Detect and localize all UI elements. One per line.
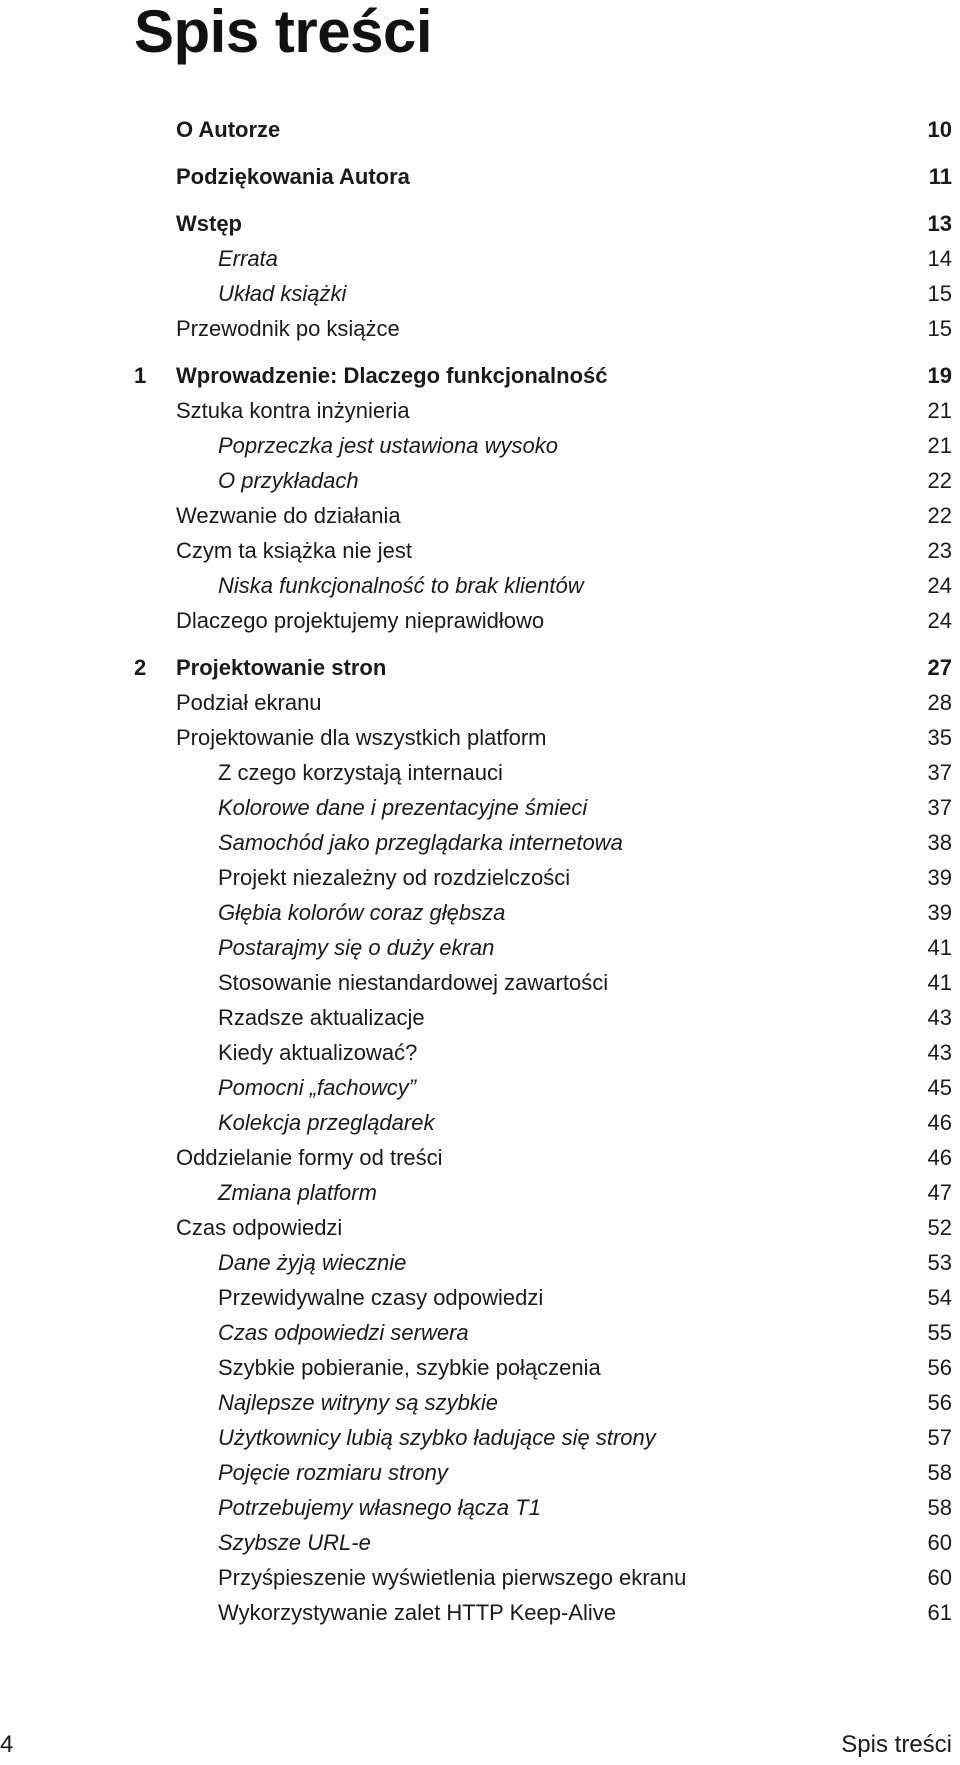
- toc-entry[interactable]: [134, 1525, 952, 1560]
- toc-page-number: 46: [927, 1110, 952, 1135]
- toc-entry[interactable]: [134, 720, 952, 755]
- toc-entry-title: Postarajmy się o duży ekran: [218, 935, 495, 960]
- toc-entry-title: Najlepsze witryny są szybkie: [218, 1390, 498, 1415]
- toc-entry-title: Przewodnik po książce: [176, 316, 400, 341]
- toc-entry-title: Podział ekranu: [176, 690, 322, 715]
- toc-entry[interactable]: [134, 498, 952, 533]
- toc-entry-title: Kolekcja przeglądarek: [218, 1110, 435, 1135]
- toc-entry-title: O przykładach: [218, 468, 359, 493]
- toc-page-number: 60: [927, 1565, 952, 1590]
- toc-entry-title: Zmiana platform: [218, 1180, 377, 1205]
- toc-page-number: 55: [927, 1320, 952, 1345]
- toc-entry[interactable]: [134, 1595, 952, 1630]
- toc-entry-title: Projektowanie stron: [176, 655, 387, 680]
- toc-entry-title: Errata: [218, 246, 278, 271]
- toc-entry-title: Oddzielanie formy od treści: [176, 1145, 443, 1170]
- toc-entry[interactable]: [134, 112, 952, 147]
- toc-entry-title: Dane żyją wiecznie: [218, 1250, 407, 1275]
- toc-entry[interactable]: [134, 930, 952, 965]
- page-footer: [0, 1730, 952, 1760]
- toc-page-number: 39: [927, 900, 952, 925]
- toc-entry[interactable]: [134, 241, 952, 276]
- toc-page-number: 45: [927, 1075, 952, 1100]
- toc-page-number: 39: [927, 865, 952, 890]
- toc-page-number: 56: [927, 1390, 952, 1415]
- toc-entry-title: Pomocni „fachowcy”: [218, 1075, 417, 1100]
- toc-entry-title: Pojęcie rozmiaru strony: [218, 1460, 448, 1485]
- toc-entry-title: Stosowanie niestandardowej zawartości: [218, 970, 609, 995]
- toc-entry[interactable]: [134, 895, 952, 930]
- toc-entry[interactable]: [134, 1000, 952, 1035]
- toc-entry[interactable]: [134, 276, 952, 311]
- toc-entry-title: Projektowanie dla wszystkich platform: [176, 725, 547, 750]
- toc-entry[interactable]: [134, 1140, 952, 1175]
- toc-page-number: 28: [927, 690, 952, 715]
- toc-entry-title: Rzadsze aktualizacje: [218, 1005, 425, 1030]
- toc-entry-title: Układ książki: [218, 281, 347, 306]
- page-title: Spis treści: [134, 0, 432, 65]
- table-of-contents: [134, 112, 952, 1630]
- toc-chapter-number: 2: [134, 655, 147, 680]
- toc-page-number: 10: [927, 117, 952, 142]
- toc-entry-title: Wstęp: [176, 211, 242, 236]
- toc-entry[interactable]: [134, 159, 952, 194]
- toc-page-number: 52: [927, 1215, 952, 1240]
- toc-entry[interactable]: [134, 1420, 952, 1455]
- toc-page-number: 61: [927, 1600, 952, 1625]
- toc-entry[interactable]: [134, 1350, 952, 1385]
- toc-page-number: 37: [927, 795, 952, 820]
- toc-page-number: 35: [927, 725, 952, 750]
- toc-page-number: 13: [927, 211, 952, 236]
- toc-entry-title: Przyśpieszenie wyświetlenia pierwszego ekranu: [218, 1565, 687, 1590]
- toc-page-number: 21: [927, 398, 952, 423]
- toc-page-number: 54: [927, 1285, 952, 1310]
- toc-page-number: 38: [927, 830, 952, 855]
- toc-page-number: 14: [927, 246, 952, 271]
- toc-entry[interactable]: [134, 685, 952, 720]
- toc-entry-title: Głębia kolorów coraz głębsza: [218, 900, 506, 925]
- toc-page-number: 15: [927, 316, 952, 341]
- toc-entry[interactable]: [134, 1560, 952, 1595]
- toc-page-number: 23: [927, 538, 952, 563]
- toc-entry-title: Czym ta książka nie jest: [176, 538, 412, 563]
- footer-running-title: Spis treści: [841, 1731, 952, 1758]
- toc-entry[interactable]: [134, 1245, 952, 1280]
- toc-entry[interactable]: [134, 568, 952, 603]
- toc-entry-title: Poprzeczka jest ustawiona wysoko: [218, 433, 558, 458]
- toc-entry[interactable]: [134, 1315, 952, 1350]
- toc-entry[interactable]: [134, 1070, 952, 1105]
- toc-page-number: 43: [927, 1040, 952, 1065]
- toc-page-number: 22: [927, 468, 952, 493]
- toc-entry-title: Dlaczego projektujemy nieprawidłowo: [176, 608, 545, 633]
- toc-page-number: 56: [927, 1355, 952, 1380]
- toc-entry-title: Wezwanie do działania: [176, 503, 401, 528]
- toc-entry-title: Szybkie pobieranie, szybkie połączenia: [218, 1355, 601, 1380]
- toc-entry[interactable]: [134, 1035, 952, 1070]
- toc-page-number: 41: [927, 935, 952, 960]
- toc-page-number: 37: [927, 760, 952, 785]
- toc-entry[interactable]: [134, 965, 952, 1000]
- toc-entry[interactable]: [134, 603, 952, 638]
- toc-entry-title: Wprowadzenie: Dlaczego funkcjonalność: [176, 363, 608, 388]
- toc-entry[interactable]: [134, 1455, 952, 1490]
- toc-entry-title: Użytkownicy lubią szybko ładujące się strony: [218, 1425, 656, 1450]
- toc-entry[interactable]: [134, 1175, 952, 1210]
- toc-entry[interactable]: [134, 1210, 952, 1245]
- toc-entry-title: Samochód jako przeglądarka internetowa: [218, 830, 623, 855]
- toc-page-number: 21: [927, 433, 952, 458]
- toc-page-number: 41: [927, 970, 952, 995]
- toc-entry-title: O Autorze: [176, 117, 281, 142]
- toc-entry[interactable]: [134, 463, 952, 498]
- toc-entry-title: Sztuka kontra inżynieria: [176, 398, 410, 423]
- toc-page-number: 57: [927, 1425, 952, 1450]
- toc-entry[interactable]: [134, 1280, 952, 1315]
- toc-entry[interactable]: [134, 650, 952, 685]
- toc-page-number: 19: [927, 363, 952, 388]
- toc-entry-title: Kolorowe dane i prezentacyjne śmieci: [218, 795, 588, 820]
- toc-entry[interactable]: [134, 1385, 952, 1420]
- toc-page-number: 46: [927, 1145, 952, 1170]
- toc-page-number: 24: [927, 573, 952, 598]
- toc-entry[interactable]: [134, 358, 952, 393]
- toc-page-number: 43: [927, 1005, 952, 1030]
- toc-entry-title: Wykorzystywanie zalet HTTP Keep-Alive: [218, 1600, 616, 1625]
- toc-entry[interactable]: [134, 1105, 952, 1140]
- toc-page-number: 58: [927, 1495, 952, 1520]
- toc-entry[interactable]: [134, 860, 952, 895]
- toc-page-number: 58: [927, 1460, 952, 1485]
- toc-page-number: 22: [927, 503, 952, 528]
- toc-entry-title: Projekt niezależny od rozdzielczości: [218, 865, 571, 890]
- toc-entry[interactable]: [134, 311, 952, 346]
- toc-page-number: 24: [927, 608, 952, 633]
- toc-entry-title: Potrzebujemy własnego łącza T1: [218, 1495, 541, 1520]
- toc-entry[interactable]: [134, 393, 952, 428]
- toc-page-number: 15: [927, 281, 952, 306]
- toc-entry-title: Czas odpowiedzi serwera: [218, 1320, 469, 1345]
- toc-entry[interactable]: [134, 533, 952, 568]
- toc-entry-title: Niska funkcjonalność to brak klientów: [218, 573, 584, 598]
- toc-entry[interactable]: [134, 790, 952, 825]
- toc-entry[interactable]: [134, 428, 952, 463]
- toc-chapter-number: 1: [134, 363, 147, 388]
- toc-entry[interactable]: [134, 825, 952, 860]
- footer-page-number: 4: [0, 1731, 14, 1758]
- toc-entry[interactable]: [134, 755, 952, 790]
- toc-page-number: 53: [927, 1250, 952, 1275]
- toc-entry-title: Kiedy aktualizować?: [218, 1040, 418, 1065]
- toc-entry-title: Czas odpowiedzi: [176, 1215, 343, 1240]
- toc-entry-title: Podziękowania Autora: [176, 164, 410, 189]
- toc-entry[interactable]: [134, 1490, 952, 1525]
- toc-entry-title: Przewidywalne czasy odpowiedzi: [218, 1285, 544, 1310]
- toc-page-number: 27: [927, 655, 952, 680]
- toc-entry-title: Szybsze URL-e: [218, 1530, 371, 1555]
- toc-page-number: 47: [927, 1180, 952, 1205]
- toc-entry-title: Z czego korzystają internauci: [218, 760, 503, 785]
- toc-page-number: 60: [927, 1530, 952, 1555]
- toc-entry[interactable]: [134, 206, 952, 241]
- toc-page-number: 11: [928, 164, 952, 189]
